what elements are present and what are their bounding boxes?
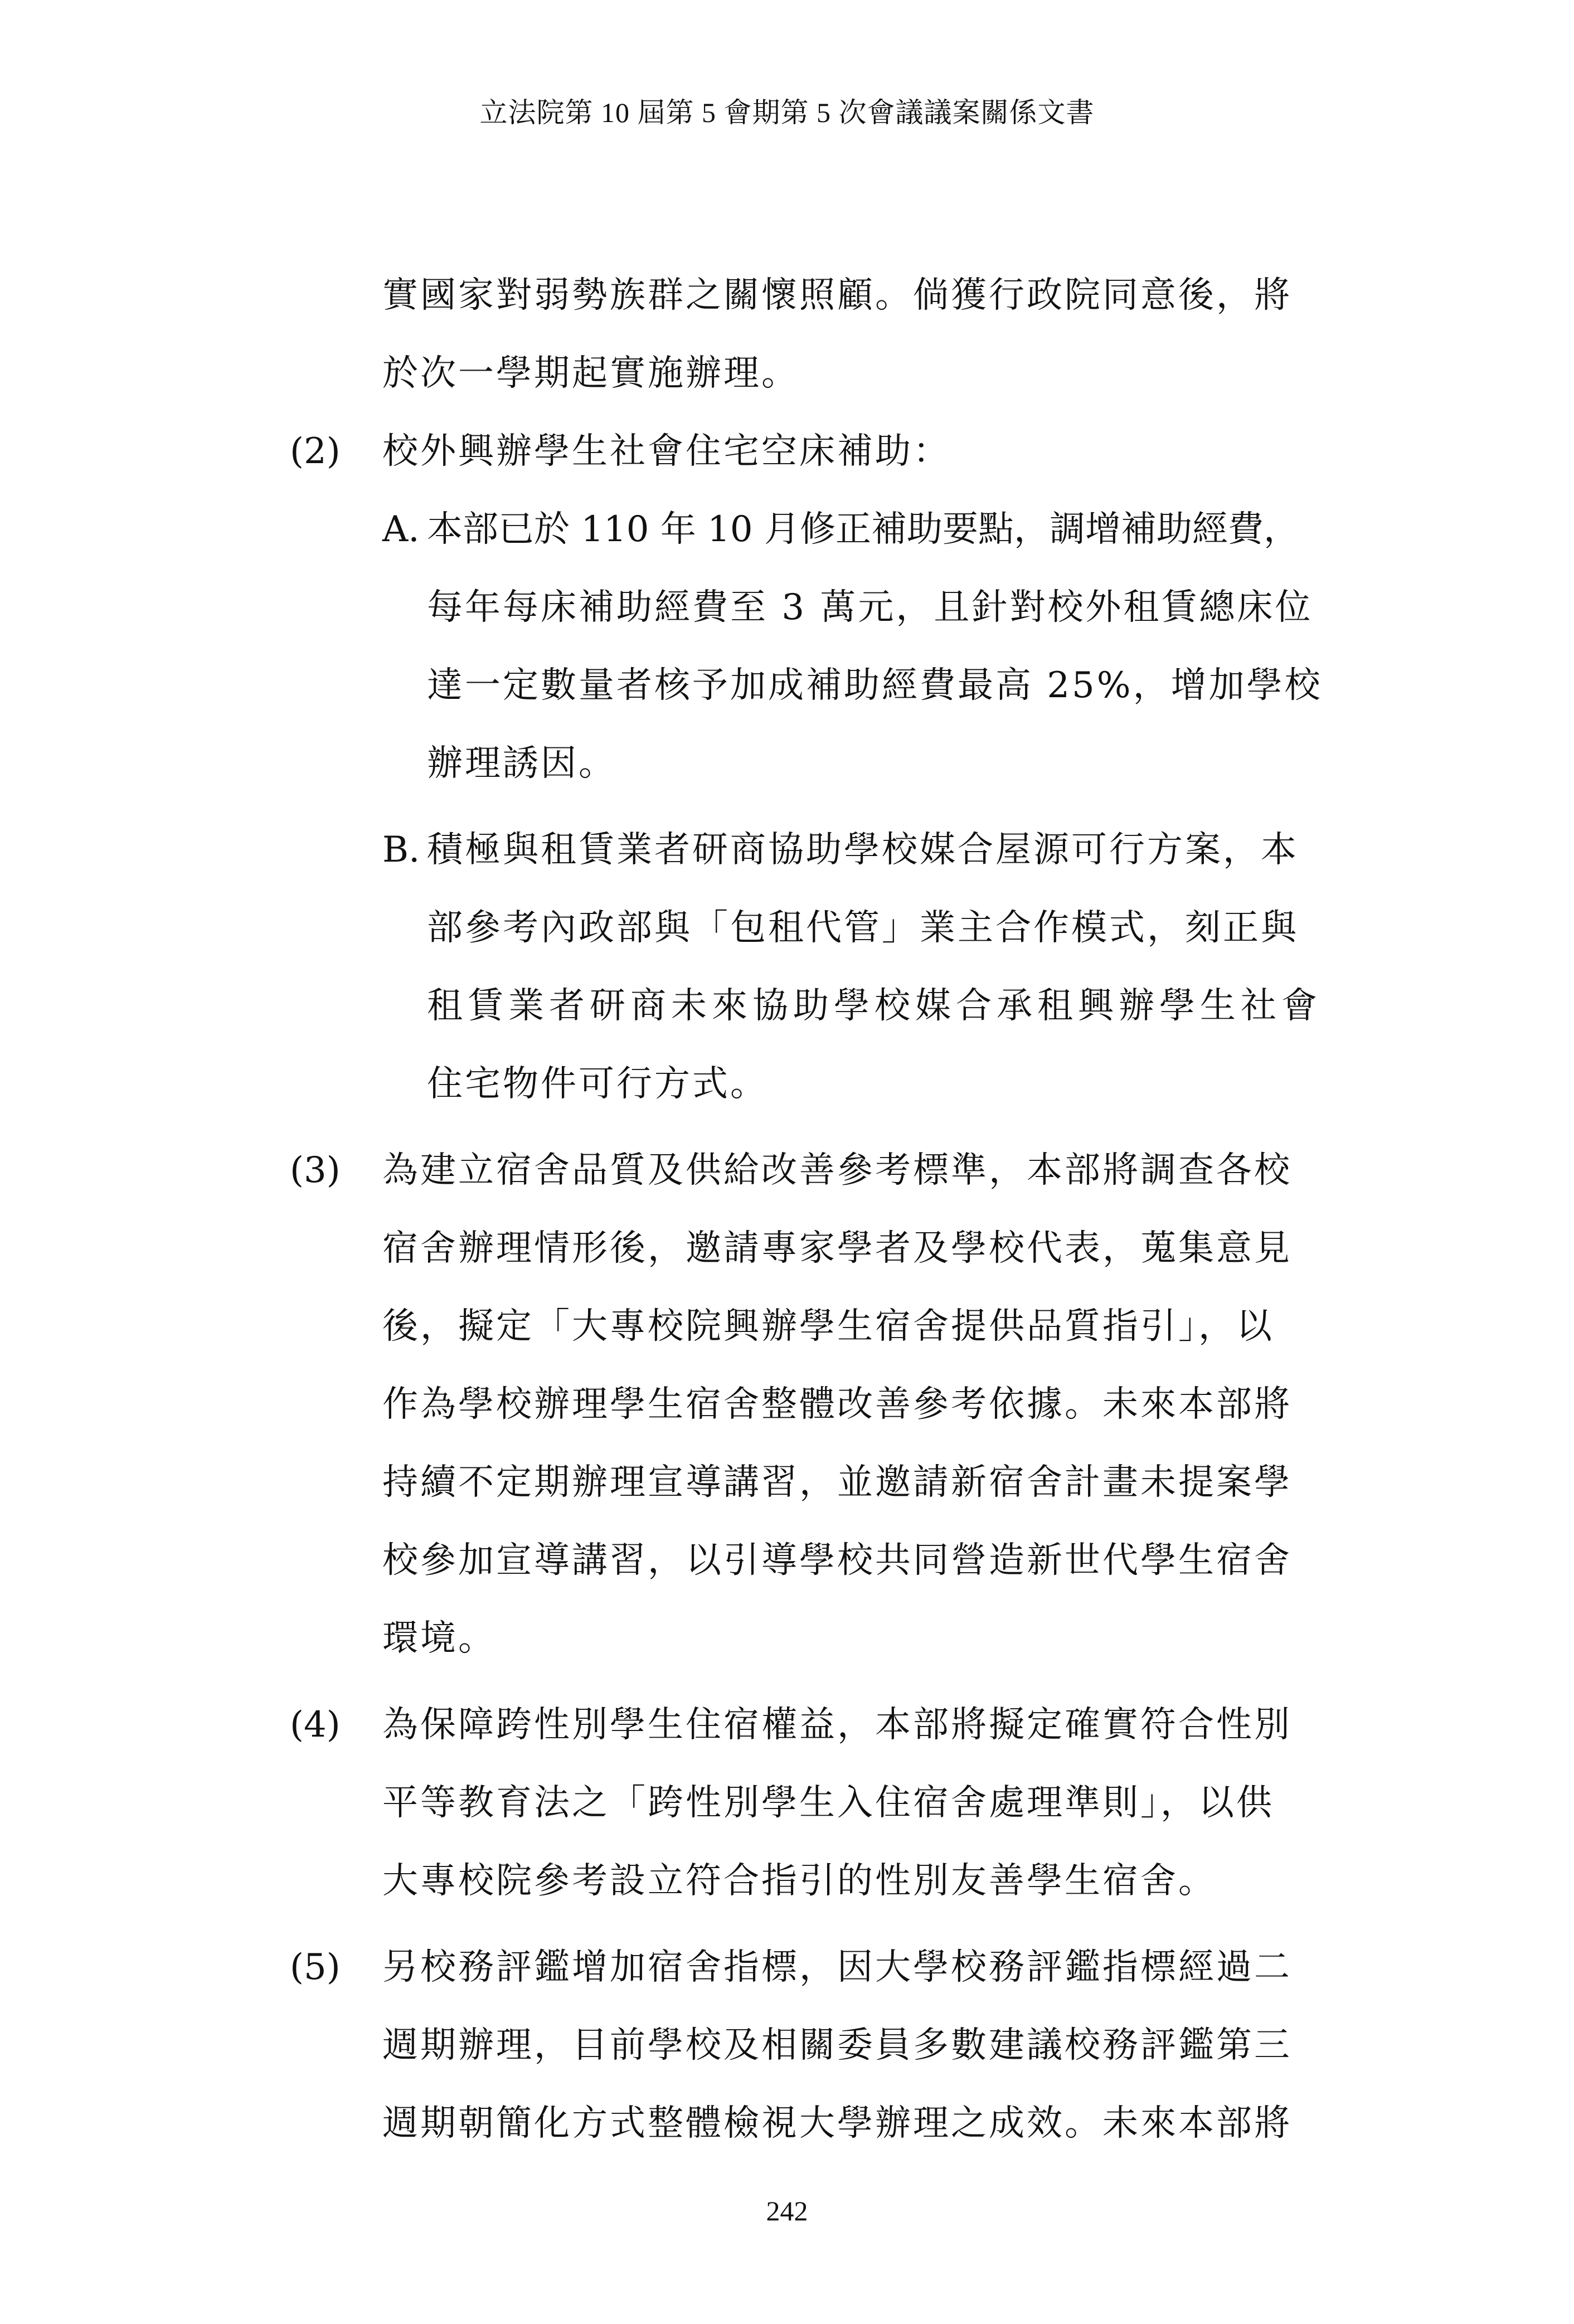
item-number: (4) xyxy=(290,1704,341,1746)
item-number: (2) xyxy=(290,431,341,472)
body-line: 平等教育法之「跨性別學生入住宿舍處理準則」，以供 xyxy=(382,1782,1274,1824)
body-line: 為保障跨性別學生住宿權益，本部將擬定確實符合性別 xyxy=(382,1704,1292,1746)
body-line: 宿舍辦理情形後，邀請專家學者及學校代表，蒐集意見 xyxy=(382,1228,1292,1269)
body-line: 週期辦理，目前學校及相關委員多數建議校務評鑑第三 xyxy=(382,2025,1292,2066)
body-line: 持續不定期辦理宣導講習，並邀請新宿舍計畫未提案學 xyxy=(382,1462,1292,1503)
body-line: 部參考內政部與「包租代管」業主合作模式，刻正與 xyxy=(427,907,1299,949)
body-line: 住宅物件可行方式。 xyxy=(427,1063,768,1105)
document-header: 立法院第 10 屆第 5 會期第 5 次會議議案關係文書 xyxy=(479,97,1095,128)
item-number: (3) xyxy=(290,1150,341,1191)
item-title: 校外興辦學生社會住宅空床補助： xyxy=(382,431,951,472)
body-line: 辦理誘因。 xyxy=(427,743,616,784)
body-line: 租賃業者研商未來協助學校媒合承租興辦學生社會 xyxy=(427,985,1322,1027)
body-line: 本部已於 110 年 10 月修正補助要點，調增補助經費， xyxy=(427,509,1299,550)
body-line: 為建立宿舍品質及供給改善參考標準，本部將調查各校 xyxy=(382,1150,1292,1191)
body-line: 大專校院參考設立符合指引的性別友善學生宿舍。 xyxy=(382,1860,1216,1902)
body-line: 達一定數量者核予加成補助經費最高 25%，增加學校 xyxy=(427,665,1323,706)
body-line: 環境。 xyxy=(382,1618,496,1659)
body-line: 於次一學期起實施辦理。 xyxy=(382,353,799,394)
sub-item-number: A. xyxy=(382,509,420,550)
body-line: 週期朝簡化方式整體檢視大學辦理之成效。未來本部將 xyxy=(382,2103,1292,2144)
body-line: 積極與租賃業者研商協助學校媒合屋源可行方案，本 xyxy=(427,829,1299,871)
page-number: 242 xyxy=(766,2195,808,2226)
body-line: 實國家對弱勢族群之關懷照顧。倘獲行政院同意後，將 xyxy=(382,275,1292,316)
body-line: 作為學校辦理學生宿舍整體改善參考依據。未來本部將 xyxy=(382,1384,1292,1425)
body-line: 另校務評鑑增加宿舍指標，因大學校務評鑑指標經過二 xyxy=(382,1947,1292,1988)
body-line: 後，擬定「大專校院興辦學生宿舍提供品質指引」，以 xyxy=(382,1306,1274,1347)
body-line: 校參加宣導講習，以引導學校共同營造新世代學生宿舍 xyxy=(382,1540,1292,1581)
item-number: (5) xyxy=(290,1947,341,1988)
body-line: 每年每床補助經費至 3 萬元，且針對校外租賃總床位 xyxy=(427,587,1313,628)
sub-item-number: B. xyxy=(382,829,420,871)
